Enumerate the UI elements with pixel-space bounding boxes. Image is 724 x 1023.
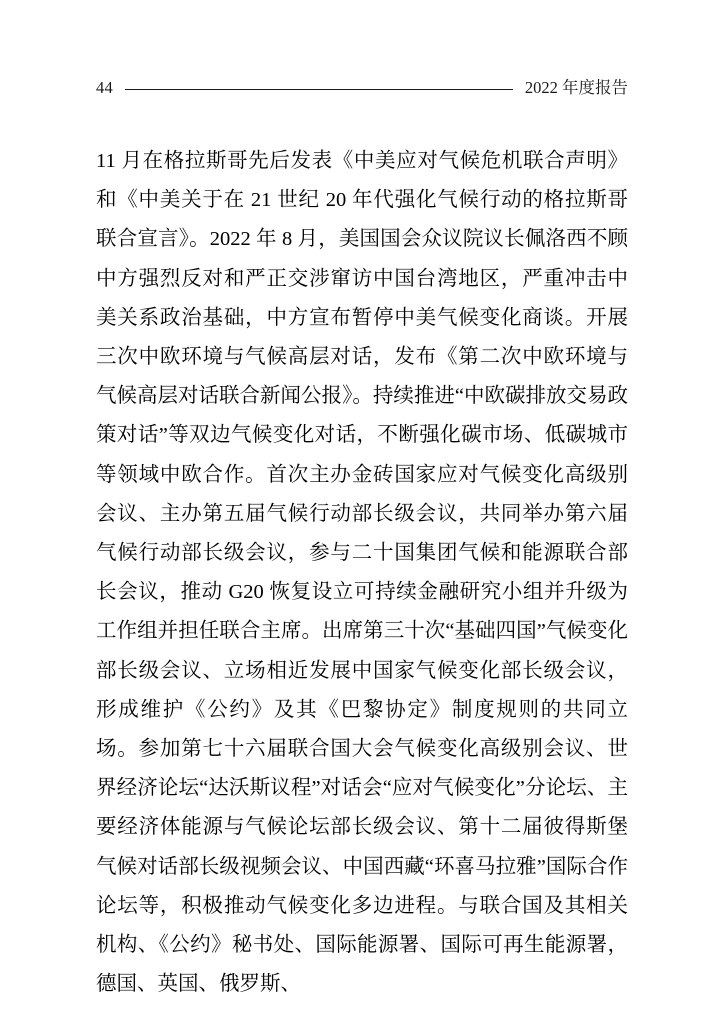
body-paragraph: 11 月在格拉斯哥先后发表《中美应对气候危机联合声明》和《中美关于在 21 世纪 20 年代强化气候行动的格拉斯哥联合宣言》。2022 年 8 月，美国国会众议院议长佩洛西不顾中方强烈反对和严正交涉窜访中国台湾地区，严重冲击中美关系政治基础，中方宣布暂停中美气候变化商谈。开展三次中欧环境与气候高层对话，发布《第二次中欧环境与气候高层对话联合新闻公报》。持续推进“中欧碳排放交易政策对话”等双边气候变化对话，不断强化碳市场、低碳城市等领域中欧合作。首次主办金砖国家应对气候变化高级别会议、主办第五届气候行动部长级会议，共同举办第六届气候行动部长级会议，参与二十国集团气候和能源联合部长会议，推动 G20 恢复设立可持续金融研究小组并升级为工作组并担任联合主席。出席第三十次“基础四国”气候变化部长级会议、立场相近发展中国家气候变化部长级会议，形成维护《公约》及其《巴黎协定》制度规则的共同立场。参加第七十六届联合国大会气候变化高级别会议、世界经济论坛“达沃斯议程”对话会“应对气候变化”分论坛、主要经济体能源与气候论坛部长级会议、第十二届彼得斯堡气候对话部长级视频会议、中国西藏“环喜马拉雅”国际合作论坛等，积极推动气候变化多边进程。与联合国及其相关机构、《公约》秘书处、国际能源署、国际可再生能源署，德国、英国、俄罗斯、 xyxy=(96,150,628,996)
page-number: 44 xyxy=(96,77,113,97)
page-header xyxy=(96,74,628,102)
header-divider xyxy=(125,89,513,90)
header-title: 2022 年度报告 xyxy=(524,77,628,97)
